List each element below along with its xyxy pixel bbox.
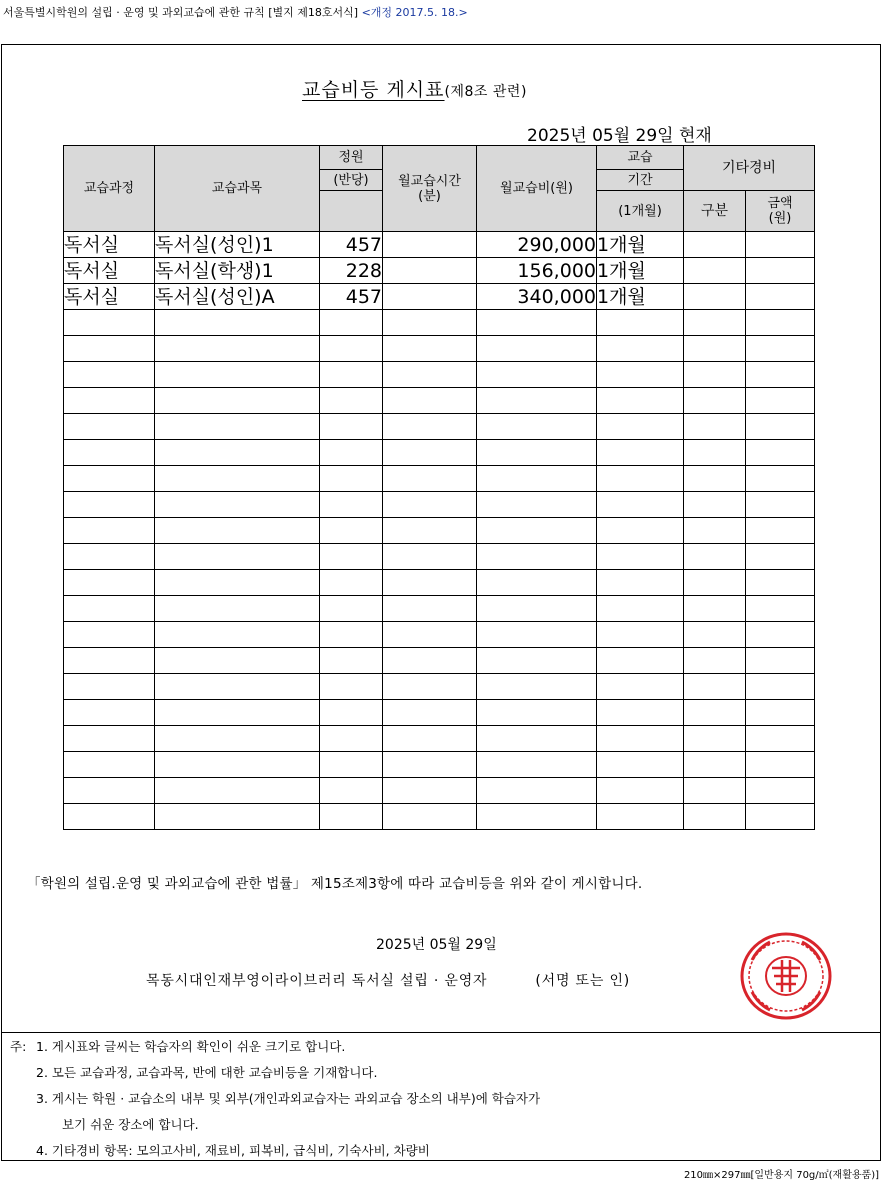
empty-cell [746,596,815,622]
table-row-empty [64,804,815,830]
empty-cell [746,414,815,440]
empty-cell [597,466,684,492]
table-row-empty [64,778,815,804]
empty-cell [597,388,684,414]
empty-cell [746,466,815,492]
empty-cell [64,648,155,674]
empty-cell [320,310,383,336]
empty-cell [383,674,477,700]
cell-subject: 독서실(학생)1 [155,258,320,284]
empty-cell [684,778,746,804]
empty-cell [746,362,815,388]
empty-cell [320,570,383,596]
empty-cell [64,544,155,570]
header-capacity-blank [320,191,383,232]
empty-cell [383,700,477,726]
signature-label: (서명 또는 인) [535,973,631,989]
empty-cell [383,492,477,518]
table-row-empty [64,544,815,570]
empty-cell [155,804,320,830]
cell-course: 독서실 [64,232,155,258]
header-capacity-1: 정원 [320,146,383,170]
empty-cell [477,752,597,778]
empty-cell [64,700,155,726]
note-item: 2. 모든 교습과정, 교습과목, 반에 대한 교습비등을 기재합니다. [36,1065,378,1080]
note-item: 4. 기타경비 항목: 모의고사비, 재료비, 피복비, 급식비, 기숙사비, 차량비 [36,1143,430,1158]
empty-cell [383,336,477,362]
empty-cell [155,752,320,778]
empty-cell [64,570,155,596]
empty-cell [383,648,477,674]
header-monthly-time-1: 월교습시간 [398,173,461,189]
cell-amount [746,258,815,284]
empty-cell [155,310,320,336]
header-period-1: 교습 [597,146,684,170]
empty-cell [684,674,746,700]
revision-date: <개정 2017.5. 18.> [361,6,468,19]
empty-cell [597,726,684,752]
header-category: 구분 [684,191,746,232]
table-row-empty [64,336,815,362]
empty-cell [64,596,155,622]
header-course: 교습과정 [64,146,155,232]
empty-cell [64,752,155,778]
cell-time [383,258,477,284]
note-item: 보기 쉬운 장소에 합니다. [62,1117,199,1132]
empty-cell [477,492,597,518]
empty-cell [477,440,597,466]
empty-cell [383,778,477,804]
empty-cell [64,622,155,648]
empty-cell [320,414,383,440]
table-row-empty [64,622,815,648]
table-row-empty [64,466,815,492]
cell-amount [746,284,815,310]
empty-cell [597,440,684,466]
empty-cell [477,336,597,362]
empty-cell [684,726,746,752]
empty-cell [684,544,746,570]
notes-divider [1,1032,881,1033]
fee-table [63,145,815,830]
empty-cell [477,570,597,596]
empty-cell [684,466,746,492]
empty-cell [64,778,155,804]
empty-cell [320,622,383,648]
empty-cell [597,570,684,596]
cell-subject: 독서실(성인)1 [155,232,320,258]
cell-fee: 156,000 [477,258,597,284]
header-monthly-time [383,146,477,232]
table-row-empty [64,726,815,752]
posting-statement: 「학원의 설립.운영 및 과외교습에 관한 법률」 제15조제3항에 따라 교습비등을 위와 같이 게시합니다. [27,876,643,892]
table-row-empty [64,310,815,336]
cell-capacity: 228 [320,258,383,284]
empty-cell [684,388,746,414]
empty-cell [383,544,477,570]
empty-cell [383,570,477,596]
cell-fee: 290,000 [477,232,597,258]
header-monthly-fee: 월교습비(원) [477,146,597,232]
table-row-empty [64,674,815,700]
signer-name: 목동시대인재부영이라이브러리 독서실 설립 · 운영자 [146,973,488,989]
empty-cell [477,466,597,492]
empty-cell [320,336,383,362]
table-row-empty [64,362,815,388]
empty-cell [477,518,597,544]
empty-cell [320,726,383,752]
official-seal-stamp [738,930,834,1022]
empty-cell [597,804,684,830]
empty-cell [155,440,320,466]
empty-cell [64,518,155,544]
empty-cell [477,622,597,648]
empty-cell [684,440,746,466]
empty-cell [746,440,815,466]
empty-cell [383,388,477,414]
empty-cell [155,596,320,622]
empty-cell [64,310,155,336]
empty-cell [684,518,746,544]
empty-cell [320,596,383,622]
empty-cell [320,674,383,700]
empty-cell [477,414,597,440]
empty-cell [477,544,597,570]
empty-cell [684,570,746,596]
empty-cell [320,440,383,466]
empty-cell [383,362,477,388]
empty-cell [320,700,383,726]
empty-cell [383,622,477,648]
regulation-header [3,4,468,20]
empty-cell [597,648,684,674]
empty-cell [684,622,746,648]
empty-cell [684,310,746,336]
cell-amount [746,232,815,258]
page-title [302,75,527,102]
empty-cell [684,596,746,622]
table-row-empty [64,700,815,726]
empty-cell [597,310,684,336]
cell-time [383,284,477,310]
signer-line [146,970,630,990]
empty-cell [383,726,477,752]
empty-cell [155,622,320,648]
notes-section [10,1038,540,1168]
table-row-empty [64,492,815,518]
cell-period: 1개월 [597,232,684,258]
empty-cell [383,414,477,440]
empty-cell [155,388,320,414]
title-sub: (제8조 관련) [444,84,527,100]
empty-cell [155,674,320,700]
header-period-2: 기간 [597,170,684,191]
cell-subject: 독서실(성인)A [155,284,320,310]
empty-cell [477,648,597,674]
empty-cell [155,466,320,492]
empty-cell [383,596,477,622]
empty-cell [477,310,597,336]
cell-period: 1개월 [597,258,684,284]
empty-cell [746,518,815,544]
empty-cell [597,622,684,648]
header-amount-1: 금액 [767,196,793,211]
table-row [64,232,815,258]
empty-cell [155,518,320,544]
cell-category [684,258,746,284]
empty-cell [684,492,746,518]
empty-cell [597,492,684,518]
empty-cell [477,596,597,622]
cell-category [684,232,746,258]
empty-cell [155,648,320,674]
empty-cell [746,570,815,596]
empty-cell [477,674,597,700]
empty-cell [597,778,684,804]
empty-cell [64,674,155,700]
table-row-empty [64,388,815,414]
table-row-empty [64,414,815,440]
empty-cell [155,700,320,726]
empty-cell [746,492,815,518]
empty-cell [383,518,477,544]
empty-cell [320,518,383,544]
empty-cell [746,752,815,778]
empty-cell [320,466,383,492]
note-item: 3. 게시는 학원 · 교습소의 내부 및 외부(개인과외교습자는 과외교습 장소의 내부)에 학습자가 [36,1091,541,1106]
empty-cell [320,648,383,674]
empty-cell [477,388,597,414]
empty-cell [64,726,155,752]
notes-label: 주: [10,1039,27,1054]
empty-cell [320,778,383,804]
table-row-empty [64,752,815,778]
cell-period: 1개월 [597,284,684,310]
empty-cell [64,804,155,830]
empty-cell [320,388,383,414]
empty-cell [597,544,684,570]
empty-cell [746,336,815,362]
regulation-text: 서울특별시학원의 설립 · 운영 및 과외교습에 관한 규칙 [별지 제18호서식] [3,6,359,19]
empty-cell [383,804,477,830]
empty-cell [155,726,320,752]
empty-cell [746,674,815,700]
empty-cell [597,700,684,726]
empty-cell [155,336,320,362]
cell-time [383,232,477,258]
empty-cell [684,362,746,388]
empty-cell [597,674,684,700]
empty-cell [597,414,684,440]
empty-cell [684,648,746,674]
empty-cell [684,414,746,440]
empty-cell [597,752,684,778]
empty-cell [383,752,477,778]
empty-cell [477,778,597,804]
cell-capacity: 457 [320,232,383,258]
empty-cell [320,804,383,830]
empty-cell [597,518,684,544]
cell-category [684,284,746,310]
empty-cell [64,414,155,440]
header-other-expenses: 기타경비 [684,146,815,191]
empty-cell [320,362,383,388]
table-row-empty [64,518,815,544]
empty-cell [684,804,746,830]
empty-cell [155,414,320,440]
table-row-empty [64,648,815,674]
empty-cell [155,544,320,570]
header-period-unit: (1개월) [597,191,684,232]
empty-cell [597,362,684,388]
header-subject: 교습과목 [155,146,320,232]
empty-cell [746,622,815,648]
table-row [64,258,815,284]
empty-cell [746,310,815,336]
empty-cell [155,570,320,596]
table-row-empty [64,570,815,596]
empty-cell [746,778,815,804]
empty-cell [746,804,815,830]
empty-cell [383,440,477,466]
empty-cell [746,544,815,570]
empty-cell [64,336,155,362]
posting-date: 2025년 05월 29일 [376,937,497,953]
empty-cell [477,726,597,752]
empty-cell [684,752,746,778]
empty-cell [477,362,597,388]
empty-cell [746,388,815,414]
empty-cell [746,648,815,674]
empty-cell [746,726,815,752]
title-main: 교습비등 게시표 [302,79,445,101]
header-amount [746,191,815,232]
table-row-empty [64,440,815,466]
header-capacity-2: (반당) [320,170,383,191]
empty-cell [64,440,155,466]
note-item: 1. 게시표와 글씨는 학습자의 확인이 쉬운 크기로 합니다. [36,1039,346,1054]
empty-cell [155,492,320,518]
header-amount-2: (원) [768,211,792,226]
empty-cell [155,778,320,804]
empty-cell [64,362,155,388]
empty-cell [320,752,383,778]
table-row [64,284,815,310]
empty-cell [597,336,684,362]
cell-fee: 340,000 [477,284,597,310]
empty-cell [684,700,746,726]
cell-course: 독서실 [64,284,155,310]
empty-cell [383,310,477,336]
empty-cell [597,596,684,622]
empty-cell [155,362,320,388]
header-monthly-time-2: (분) [418,188,441,204]
empty-cell [64,388,155,414]
empty-cell [64,466,155,492]
empty-cell [684,336,746,362]
as-of-date: 2025년 05월 29일 현재 [527,126,712,146]
empty-cell [383,466,477,492]
empty-cell [477,700,597,726]
empty-cell [64,492,155,518]
empty-cell [746,700,815,726]
paper-spec: 210㎜×297㎜[일반용지 70g/㎡(재활용품)] [683,1170,879,1181]
cell-capacity: 457 [320,284,383,310]
table-row-empty [64,596,815,622]
empty-cell [320,544,383,570]
empty-cell [477,804,597,830]
empty-cell [320,492,383,518]
cell-course: 독서실 [64,258,155,284]
